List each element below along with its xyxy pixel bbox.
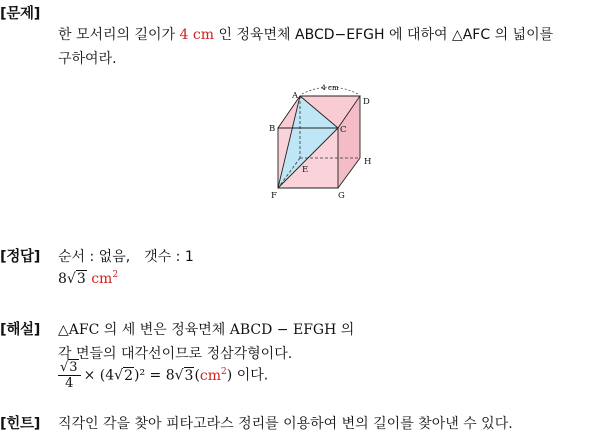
explanation-formula: $\frac{√3}{4}$ × $(4√2)^2 = 8√3(cm^2)$ 이다. [60,360,269,391]
vertex-d-label: D [363,97,370,107]
fraction: $\frac{√3}{4}$ [58,360,81,391]
problem-label: [문제] [0,6,41,22]
edge-length-label: 4 cm [321,84,339,92]
explanation-line1: △AFC 의 세 변은 정육면체 ABCD − EFGH 의 [58,322,355,338]
answer-label: [정답] [0,249,41,265]
vertex-e-label: E [302,165,309,175]
vertex-f-label: F [271,191,277,201]
answer-line1: 순서 : 없음, 갯수 : 1 [58,249,194,265]
edge-length-value: 4 cm [179,27,215,43]
cube-figure [262,82,382,206]
explanation-label: [해설] [0,322,41,338]
vertex-h-label: H [364,157,372,167]
vertex-g-label: G [338,191,345,201]
problem-text-line2: 구하여라. [58,51,117,67]
problem-text-line1: 한 모서리의 길이가 4 cm 인 정육면체 ABCD−EFGH 에 대하여 △AFC 의 넓이를 [58,27,554,43]
vertex-b-label: B [269,124,276,134]
hint-text: 직각인 각을 찾아 피타고라스 정리를 이용하여 변의 길이를 찾아낸 수 있다. [58,416,513,432]
explanation-line2: 각 면들의 대각선이므로 정삼각형이다. [58,346,293,362]
answer-value: 8√3 $cm^2$ [58,270,119,287]
hint-label: [힌트] [0,416,41,432]
vertex-c-label: C [340,125,347,135]
vertex-a-label: A [292,91,299,101]
